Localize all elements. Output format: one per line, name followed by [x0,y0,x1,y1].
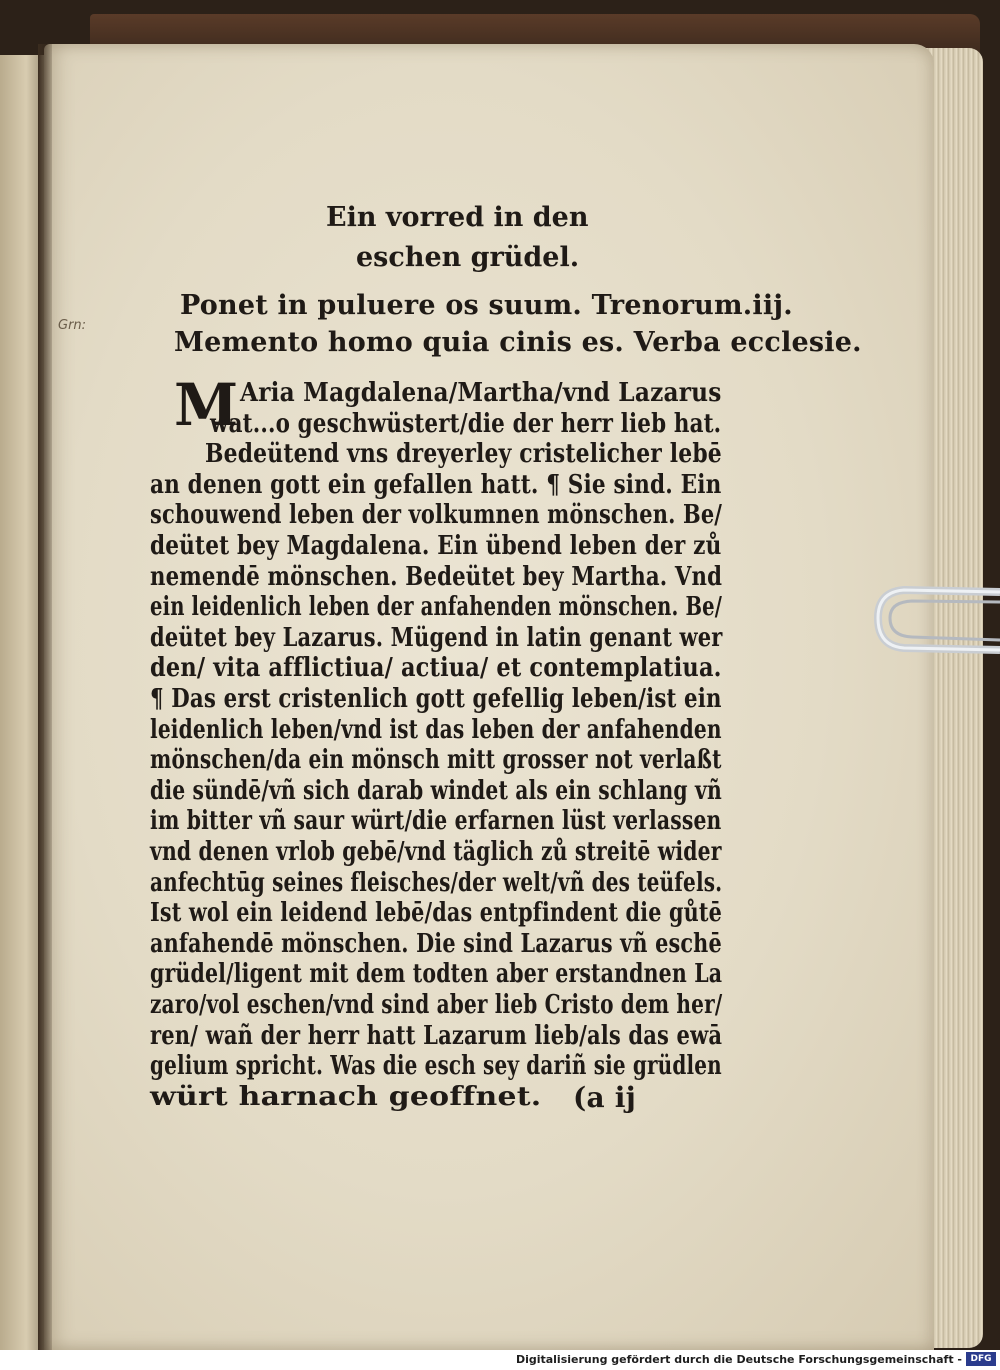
body-line: anfechtūg seines fleisches/der welt/vñ des teüfels. [150,867,723,898]
body-line: würt harnach geoffnet. [150,1081,542,1112]
title-line-1: Ein vorred in den [326,202,589,233]
body-line: an denen gott ein gefallen hatt. ¶ Sie sind. Ein [150,469,722,500]
body-line: die sündē/vñ sich darab windet als ein schlang vñ [150,775,722,806]
body-line: deütet bey Lazarus. Mügend in latin genant wer [150,622,723,653]
body-line: den/ vita afflictiua/ actiua/ et contemplatiua. [150,653,722,684]
body-line: im bitter vñ saur würt/die erfarnen lüst verlassen [150,806,722,837]
body-line: mönschen/da ein mönsch mitt grosser not verlaßt [150,745,722,776]
gutter-shadow [38,44,52,1350]
scripture-line-1: Ponet in puluere os suum. Trenorum.iij. [180,290,793,321]
margin-note: Grn: [58,318,87,333]
signature-mark: (a ij [573,1081,636,1114]
title-line-2: eschen grüdel. [356,242,580,273]
body-line: ¶ Das erst cristenlich gott gefellig leben/ist ein [150,684,722,714]
body-line: leidenlich leben/vnd ist das leben der anfahenden [150,714,722,745]
body-line: ren/ wañ der herr hatt Lazarum lieb/als das ewā [150,1020,723,1051]
body-line: zaro/vol eschen/vnd sind aber lieb Cristo dem her/ [150,990,723,1020]
body-line: Aria Magdalena/Martha/vnd Lazarus [240,378,722,408]
funding-credit: Digitalisierung gefördert durch die Deutsche Forschungsgemeinschaft - [515,1353,962,1366]
body-line: wat...o geschwüstert/die der herr lieb hat. [210,408,722,439]
body-line: schouwend leben der volkumnen mönschen. Be/ [150,500,723,531]
drop-cap: M [174,371,239,439]
body-line: ein leidenlich leben der anfahenden mönschen. Be/ [150,592,723,623]
footer-bar [0,1350,1000,1370]
body-line: deütet bey Magdalena. Ein übend leben der zů [150,531,722,561]
body-line: Ist wol ein leidend lebē/das entpfindent die gůtē [150,898,722,929]
body-line: gelium spricht. Was die esch sey dariñ sie grüdlen [150,1051,722,1082]
body-line: grüdel/ligent mit dem todten aber erstandnen La [150,959,723,990]
body-line: anfahendē mönschen. Die sind Lazarus vñ eschē [150,928,722,959]
bookmark-clip-icon [874,584,1000,654]
body-line: Bedeütend vns dreyerley cristelicher lebē [205,439,722,470]
scripture-line-2: Memento homo quia cinis es. Verba ecclesie. [174,327,862,358]
body-line: vnd denen vrlob gebē/vnd täglich zů streitē wider [150,837,722,867]
dfg-logo: DFG [966,1352,996,1366]
body-line: nemendē mönschen. Bedeütet bey Martha. Vnd [150,561,723,592]
